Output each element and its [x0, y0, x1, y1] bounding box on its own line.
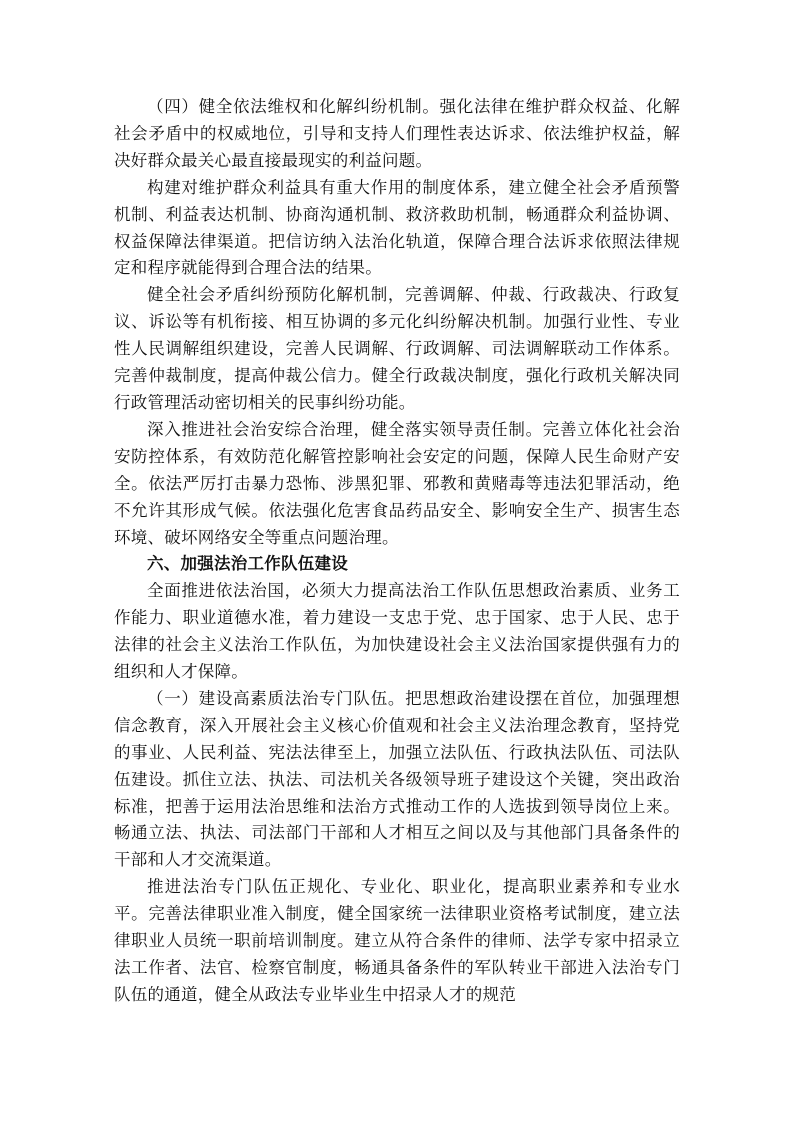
paragraph-dispute-resolution: 健全社会矛盾纠纷预防化解机制，完善调解、仲裁、行政裁决、行政复议、诉讼等有机衔接、相互协调的多元化纠纷解决机制。加强行业性、专业性人民调解组织建设，完善人民调解、行政调解、司法调解联动工作体系。完善仲裁制度，提高仲裁公信力。健全行政裁决制度，强化行政机关解决同行政管理活动密切相关的民事纠纷功能。 [114, 285, 680, 412]
paragraph-professional-team: （一）建设高素质法治专门队伍。把思想政治建设摆在首位，加强理想信念教育，深入开展社会主义核心价值观和社会主义法治理念教育，坚持党的事业、人民利益、宪法法律至上，加强立法队伍、行政执法队伍、司法队伍建设。抓住立法、执法、司法机关各级领导班子建设这个关键，突出政治标准，把善于运用法治思维和法治方式推动工作的人选拔到领导岗位上来。畅通立法、执法、司法部门干部和人才相互之间以及与其他部门具备条件的干部和人才交流渠道。 [114, 688, 680, 870]
paragraph-rights-mechanism: （四）健全依法维权和化解纠纷机制。强化法律在维护群众权益、化解社会矛盾中的权威地位，引导和支持人们理性表达诉求、依法维护权益，解决好群众最关心最直接最现实的利益问题。 [114, 97, 680, 170]
paragraph-professionalization: 推进法治专门队伍正规化、专业化、职业化，提高职业素养和专业水平。完善法律职业准入制度，健全国家统一法律职业资格考试制度，建立法律职业人员统一职前培训制度。建立从符合条件的律师、法学专家中招录立法工作者、法官、检察官制度，畅通具备条件的军队转业干部进入法治专门队伍的通道，健全从政法专业毕业生中招录人才的规范 [114, 877, 680, 1004]
document-body [114, 94, 680, 1009]
section-heading-legal-workforce: 六、加强法治工作队伍建设 [147, 554, 348, 574]
paragraph-public-security: 深入推进社会治安综合治理，健全落实领导责任制。完善立体化社会治安防控体系，有效防范化解管控影响社会安定的问题，保障人民生命财产安全。依法严厉打击暴力恐怖、涉黑犯罪、邪教和黄赌毒等违法犯罪活动，绝不允许其形成气候。依法强化危害食品药品安全、影响安全生产、损害生态环境、破坏网络安全等重点问题治理。 [114, 419, 680, 547]
paragraph-interest-system: 构建对维护群众利益具有重大作用的制度体系，建立健全社会矛盾预警机制、利益表达机制、协商沟通机制、救济救助机制，畅通群众利益协调、权益保障法律渠道。把信访纳入法治化轨道，保障合理合法诉求依照法律规定和程序就能得到合理合法的结果。 [114, 177, 680, 278]
paragraph-workforce-intro: 全面推进依法治国，必须大力提高法治工作队伍思想政治素质、业务工作能力、职业道德水准，着力建设一支忠于党、忠于国家、忠于人民、忠于法律的社会主义法治工作队伍，为加快建设社会主义法治国家提供强有力的组织和人才保障。 [114, 581, 680, 682]
